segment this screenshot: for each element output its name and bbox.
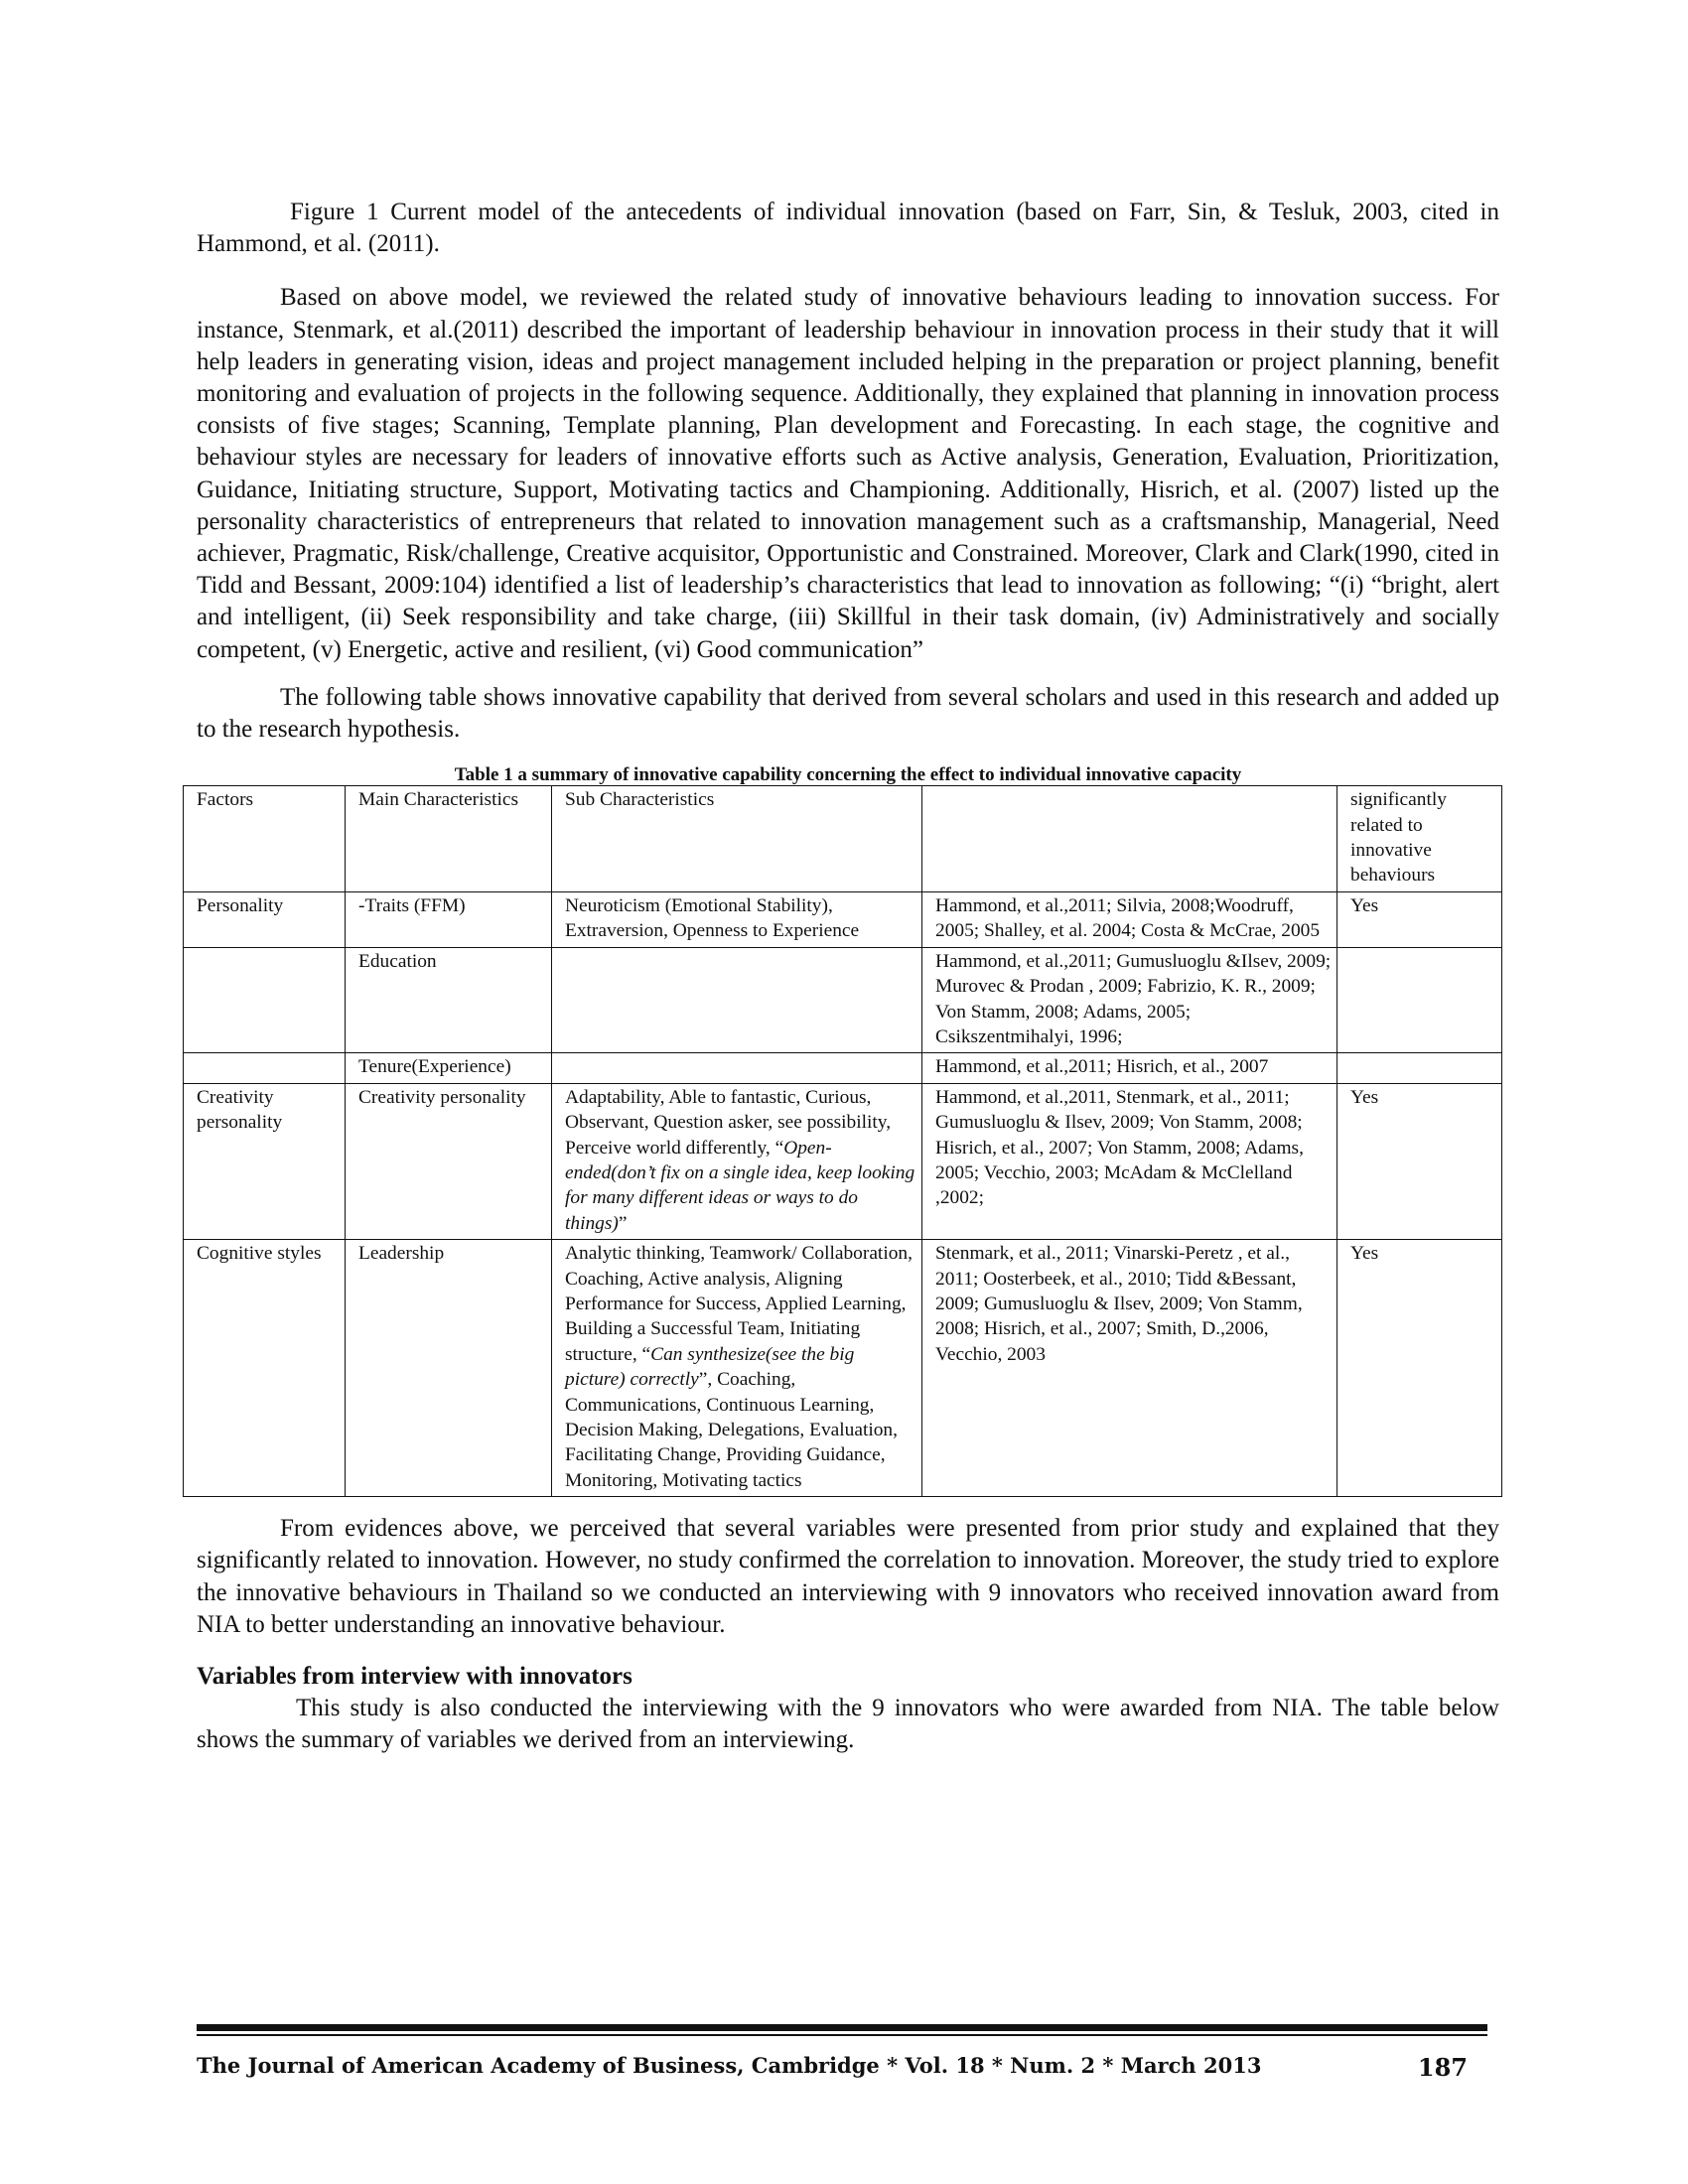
journal-citation: The Journal of American Academy of Business, Cambridge * Vol. 18 * Num. 2 * March 2013 (197, 2053, 1262, 2078)
cell-sub: Adaptability, Able to fantastic, Curious, Observant, Question asker, see possibility, Perceive world differently, “Open-ended(don’t fix on a single idea, keep looking for many different ideas or ways to do things)” (552, 1083, 922, 1239)
cell-factor (184, 1053, 346, 1083)
page-body (197, 197, 1499, 1756)
cell-factor: Creativity personality (184, 1083, 346, 1239)
cell-refs: Hammond, et al.,2011; Hisrich, et al., 2007 (922, 1053, 1337, 1083)
summary-table (183, 785, 1502, 1497)
table-header-row (184, 786, 1502, 892)
body-paragraph-3: From evidences above, we perceived that several variables were presented from prior study and explained that they significantly related to innovation. However, no study confirmed the correlation to innovation. Moreover, the study tried to explore the innovative behaviours in Thailand so we conducted an interviewing with 9 innovators who received innovation award from NIA to better understanding an innovative behaviour. (197, 1515, 1499, 1638)
footer-rule-thin (197, 2034, 1487, 2036)
cell-refs: Hammond, et al.,2011; Gumusluoglu &Ilsev, 2009; Murovec & Prodan , 2009; Fabrizio, K. R., 2009; Von Stamm, 2008; Adams, 2005; Csikszentmihalyi, 1996; (922, 947, 1337, 1053)
figure-caption: Figure 1 Current model of the antecedents of individual innovation (based on Farr, Sin, & Tesluk, 2003, cited in Hammond, et al. (2011). (197, 199, 1499, 258)
cell-factor: Personality (184, 891, 346, 947)
cell-factor: Cognitive styles (184, 1240, 346, 1497)
cell-main: Leadership (346, 1240, 552, 1497)
cell-sub (552, 947, 922, 1053)
footer-rule (197, 2024, 1487, 2031)
cell-significance: Yes (1337, 1240, 1502, 1497)
body-paragraph-1: Based on above model, we reviewed the related study of innovative behaviours leading to innovation success. For instance, Stenmark, et al.(2011) described the important of leadership behaviour in innovation process in their study that it will help leaders in generating vision, ideas and project management included helping in the preparation or project planning, benefit monitoring and evaluation of projects in the following sequence. Additionally, they explained that planning in innovation process consists of five stages; Scanning, Template planning, Plan development and Forecasting. In each stage, the cognitive and behaviour styles are necessary for leaders of innovative efforts such as Active analysis, Generation, Evaluation, Prioritization, Guidance, Initiating structure, Support, Motivating tactics and Championing. Additionally, Hisrich, et al. (2007) listed up the personality characteristics of entrepreneurs that related to innovation management such as a craftsmanship, Managerial, Need achiever, Pragmatic, Risk/challenge, Creative acquisitor, Opportunistic and Constrained. Moreover, Clark and Clark(1990, cited in Tidd and Bessant, 2009:104) identified a list of leadership’s characteristics that lead to innovation as following; “(i) “bright, alert and intelligent, (ii) Seek responsibility and take charge, (iii) Skillful in their task domain, (iv) Administratively and socially competent, (v) Energetic, active and resilient, (vi) Good communication” (197, 284, 1499, 663)
section-heading: Variables from interview with innovators (197, 1663, 633, 1691)
cell-significance (1337, 1053, 1502, 1083)
table-row (184, 1053, 1502, 1083)
cell-sub (552, 1053, 922, 1083)
cell-main: Creativity personality (346, 1083, 552, 1239)
table-row (184, 891, 1502, 947)
table-title: Table 1 a summary of innovative capability concerning the effect to individual innovative capacity (454, 764, 1242, 786)
header-references (922, 786, 1337, 892)
cell-refs: Stenmark, et al., 2011; Vinarski-Peretz , et al., 2011; Oosterbeek, et al., 2010; Tidd &Bessant, 2009; Gumusluoglu & Ilsev, 2009; Von Stamm, 2008; Hisrich, et al., 2007; Smith, D.,2006, Vecchio, 2003 (922, 1240, 1337, 1497)
cell-refs: Hammond, et al.,2011, Stenmark, et al., 2011; Gumusluoglu & Ilsev, 2009; Von Stamm, 2008; Hisrich, et al., 2007; Von Stamm, 2008; Adams, 2005; Vecchio, 2003; McAdam & McClelland ,2002; (922, 1083, 1337, 1239)
cell-significance: Yes (1337, 891, 1502, 947)
cell-significance (1337, 947, 1502, 1053)
table-row (184, 1083, 1502, 1239)
table-row (184, 1240, 1502, 1497)
cell-sub: Analytic thinking, Teamwork/ Collaboration, Coaching, Active analysis, Aligning Performance for Success, Applied Learning, Building a Successful Team, Initiating structure, “Can synthesize(see the big picture) correctly”, Coaching, Communications, Continuous Learning, Decision Making, Delegations, Evaluation, Facilitating Change, Providing Guidance, Monitoring, Motivating tactics (552, 1240, 922, 1497)
body-paragraph-2: The following table shows innovative capability that derived from several scholars and used in this research and added up to the research hypothesis. (197, 683, 1499, 744)
cell-refs: Hammond, et al.,2011; Silvia, 2008;Woodruff, 2005; Shalley, et al. 2004; Costa & McCrae, 2005 (922, 891, 1337, 947)
header-factors: Factors (184, 786, 346, 892)
cell-significance: Yes (1337, 1083, 1502, 1239)
cell-main: Tenure(Experience) (346, 1053, 552, 1083)
header-sub-characteristics: Sub Characteristics (552, 786, 922, 892)
cell-main: Education (346, 947, 552, 1053)
body-paragraph-4: This study is also conducted the interviewing with the 9 innovators who were awarded from NIA. The table below shows the summary of variables we derived from an interviewing. (197, 1695, 1499, 1754)
header-significance: significantly related to innovative behaviours (1337, 786, 1502, 892)
header-main-characteristics: Main Characteristics (346, 786, 552, 892)
table-row (184, 947, 1502, 1053)
cell-factor (184, 947, 346, 1053)
cell-main: -Traits (FFM) (346, 891, 552, 947)
page-number: 187 (1417, 2053, 1468, 2082)
cell-sub: Neuroticism (Emotional Stability), Extraversion, Openness to Experience (552, 891, 922, 947)
